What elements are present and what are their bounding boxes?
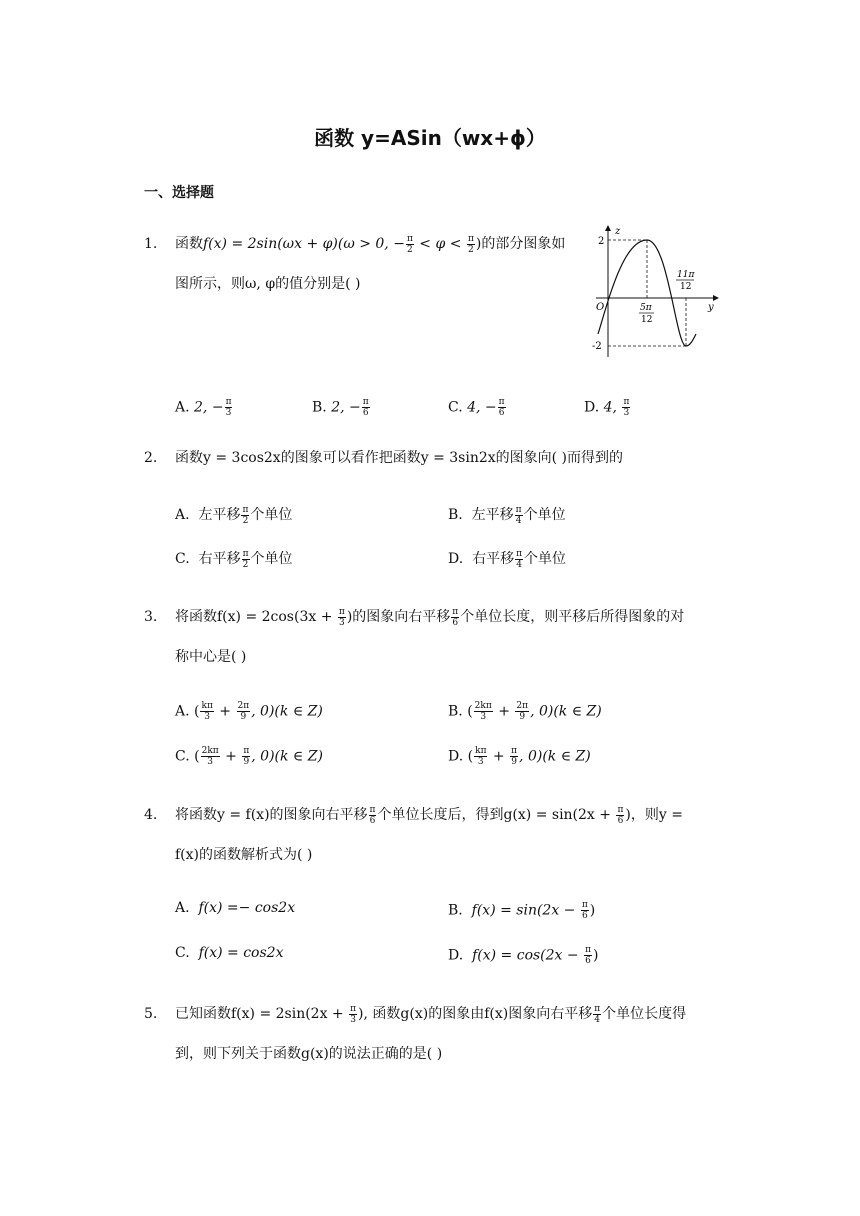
question-number: 2. (144, 450, 158, 466)
question-4 (144, 795, 744, 875)
fraction: $\frac{\pi}{2}$ (406, 233, 413, 255)
q2-option-a[interactable]: A. 左平移 $\frac{\pi}{2}$ 个单位 (175, 504, 293, 526)
question-stem: 已知函数f(x) = 2sin(2x + $\frac{\pi}{3}$ ), 函数g(x)的图象由f(x)图象向右平移 $\frac{\pi}{4}$ 个单位长度得 到，则下列关于函数g(x)的说法正确的是( ) (175, 1003, 687, 1062)
question-1 (144, 224, 584, 304)
question-number: 3. (144, 609, 158, 625)
q4-option-a[interactable]: A. f(x) =− cos2x (175, 900, 296, 916)
y-axis-label: z (615, 226, 621, 237)
q4-option-b[interactable]: B. f(x) = sin(2x − $\frac{\pi}{6}$ ) (448, 900, 596, 921)
q4-option-c[interactable]: C. f(x) = cos2x (175, 945, 284, 961)
question-5 (144, 994, 744, 1074)
q2-option-b[interactable]: B. 左平移 $\frac{\pi}{4}$ 个单位 (448, 504, 566, 526)
max-label: 2 (598, 236, 605, 247)
q2-option-d[interactable]: D. 右平移 $\frac{\pi}{4}$ 个单位 (448, 548, 567, 570)
svg-text:12: 12 (680, 282, 692, 292)
question-3 (144, 597, 744, 677)
tick-label-11pi-12: 11π (677, 270, 695, 280)
q3-option-a[interactable]: A. ( $\frac{k\pi}{3}$ + $\frac{2\pi}{9}$ , 0)(k ∈ Z) (175, 701, 323, 722)
q1-option-a[interactable]: A. 2, − $\frac{\pi}{3}$ (175, 397, 232, 418)
x-axis-label: y (708, 302, 714, 313)
question-stem: 将函数y = f(x)的图象向右平移 $\frac{\pi}{6}$ 个单位长度后，得到g(x) = sin(2x + $\frac{\pi}{6}$ )，则y = f(x)的函数解析式为( ) (175, 804, 683, 863)
question-number: 4. (144, 807, 158, 823)
question-number: 1. (144, 236, 158, 252)
q2-option-c[interactable]: C. 右平移 $\frac{\pi}{2}$ 个单位 (175, 548, 293, 570)
page-title: 函数 y=ASin（wx+ϕ） (314, 126, 546, 150)
question-stem: 将函数f(x) = 2cos(3x + $\frac{\pi}{3}$ )的图象向右平移 $\frac{\pi}{6}$ 个单位长度，则平移后所得图象的对 称中心是( ) (175, 606, 685, 665)
question-number: 5. (144, 1006, 158, 1022)
question-2 (144, 438, 744, 478)
q1-option-d[interactable]: D. 4, $\frac{\pi}{3}$ (584, 397, 630, 418)
q3-option-b[interactable]: B. ( $\frac{2k\pi}{3}$ + $\frac{2\pi}{9}$ , 0)(k ∈ Z) (448, 701, 602, 722)
function-graph (588, 222, 728, 362)
origin-label: O (596, 302, 605, 313)
q1-option-b[interactable]: B. 2, − $\frac{\pi}{6}$ (312, 397, 369, 418)
svg-text:12: 12 (641, 315, 653, 325)
q3-option-c[interactable]: C. ( $\frac{2k\pi}{3}$ + $\frac{\pi}{9}$ , 0)(k ∈ Z) (175, 746, 323, 767)
section-heading: 一、选择题 (144, 185, 214, 201)
question-stem: 函数y = 3cos2x的图象可以看作把函数y = 3sin2x的图象向( )而得到的 (175, 450, 624, 466)
q4-option-d[interactable]: D. f(x) = cos(2x − $\frac{\pi}{6}$ ) (448, 945, 599, 966)
q1-option-c[interactable]: C. 4, − $\frac{\pi}{6}$ (448, 397, 505, 418)
min-label: -2 (592, 341, 602, 352)
question-stem: 函数f(x) = 2sin(ωx + φ)(ω > 0, − $\frac{\pi}{2}$ < φ < $\frac{\pi}{2}$ )的部分图象如 图所示，则ω, φ的值分别是( ) (175, 233, 566, 292)
q3-option-d[interactable]: D. ( $\frac{k\pi}{3}$ + $\frac{\pi}{9}$ , 0)(k ∈ Z) (448, 746, 591, 767)
tick-label-5pi-12: 5π (640, 303, 652, 313)
fraction: $\frac{\pi}{2}$ (467, 233, 474, 255)
